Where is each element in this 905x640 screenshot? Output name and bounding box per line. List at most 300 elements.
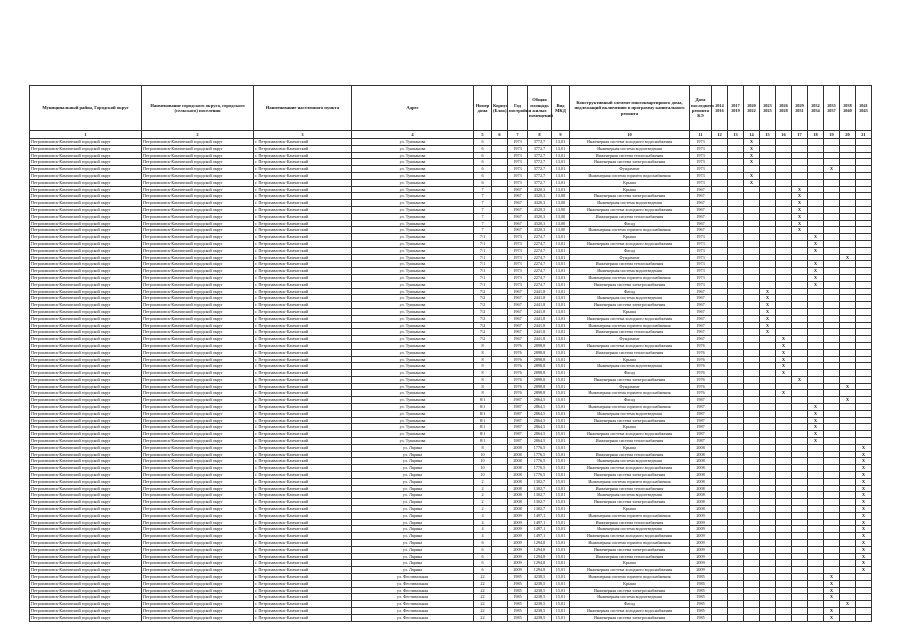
cell-period-mark — [808, 458, 824, 465]
cell-street: ул. Ларина — [352, 444, 474, 451]
cell-period-mark — [840, 234, 856, 241]
cell-last-repair: 2009 — [690, 533, 712, 540]
cell-work: Инженерная система теплоснабжения — [570, 152, 690, 159]
cell-period-mark — [776, 315, 792, 322]
cell-street: ул. Тушканова — [352, 288, 474, 295]
cell-block — [492, 166, 508, 173]
col-last-repair: Дата последнего ремонта КЭ — [690, 86, 712, 131]
cell-period-mark — [856, 166, 872, 173]
cell-period-mark — [744, 444, 760, 451]
cell-period-mark — [712, 329, 728, 336]
cell-period-mark — [840, 240, 856, 247]
cell-period-mark — [712, 472, 728, 479]
cell-house: 8/1 — [474, 404, 492, 411]
cell-period-mark — [712, 295, 728, 302]
cell-period-mark — [840, 363, 856, 370]
cell-period-mark — [728, 288, 744, 295]
cell-settlement: Петропавловск-Камчатский городской округ — [142, 438, 254, 445]
cell-type: 15,01 — [552, 404, 570, 411]
cell-block — [492, 390, 508, 397]
cell-work: Фундамент — [570, 383, 690, 390]
table-row — [30, 145, 872, 152]
cell-year: 1987 — [508, 404, 528, 411]
cell-period-mark — [840, 540, 856, 547]
cell-year: 1985 — [508, 601, 528, 608]
cell-last-repair: 1973 — [690, 159, 712, 166]
cell-area: 1776,5 — [528, 444, 552, 451]
cell-period-mark — [824, 349, 840, 356]
cell-last-repair: 1973 — [690, 172, 712, 179]
cell-period-mark — [824, 336, 840, 343]
cell-period-mark — [744, 308, 760, 315]
cell-house: 22 — [474, 574, 492, 581]
cell-period-mark: X — [760, 322, 776, 329]
cell-period-mark — [712, 342, 728, 349]
cell-period-mark — [744, 417, 760, 424]
cell-period-mark — [792, 526, 808, 533]
cell-year: 1985 — [508, 594, 528, 601]
cell-street: ул. Фестивальная — [352, 574, 474, 581]
cell-period-mark — [856, 329, 872, 336]
cell-block — [492, 574, 508, 581]
cell-period-mark — [824, 390, 840, 397]
cell-period-mark — [760, 356, 776, 363]
cell-period-mark — [808, 451, 824, 458]
cell-type: 13,01 — [552, 145, 570, 152]
cell-period-mark — [792, 247, 808, 254]
cell-block — [492, 200, 508, 207]
cell-block — [492, 213, 508, 220]
cell-period-mark — [840, 512, 856, 519]
cell-work: Инженерная система холодного водоснабжения — [570, 315, 690, 322]
cell-period-mark — [776, 478, 792, 485]
cell-year: 2009 — [508, 533, 528, 540]
cell-period-mark — [712, 444, 728, 451]
cell-area: 2274,7 — [528, 268, 552, 275]
col-period: 2026 2028 — [776, 86, 792, 131]
cell-area: 2898,8 — [528, 376, 552, 383]
cell-work: Инженерная система горячего водоснабжения — [570, 322, 690, 329]
cell-period-mark — [808, 342, 824, 349]
cell-block — [492, 206, 508, 213]
cell-last-repair: 1976 — [690, 356, 712, 363]
cell-locality: г. Петропавловск-Камчатский — [254, 607, 352, 614]
cell-period-mark — [728, 179, 744, 186]
cell-period-mark — [840, 444, 856, 451]
cell-period-mark — [792, 370, 808, 377]
cell-year: 1967 — [508, 302, 528, 309]
cell-settlement: Петропавловск-Камчатский городской округ — [142, 356, 254, 363]
cell-area: 1776,5 — [528, 451, 552, 458]
cell-street: ул. Тушканова — [352, 431, 474, 438]
cell-work: Инженерная система водоотведения — [570, 268, 690, 275]
cell-period-mark — [808, 465, 824, 472]
cell-period-mark — [856, 240, 872, 247]
cell-period-mark — [760, 200, 776, 207]
cell-locality: г. Петропавловск-Камчатский — [254, 336, 352, 343]
cell-house: 2 — [474, 499, 492, 506]
cell-district: Петропавловск-Камчатский городской округ — [30, 594, 142, 601]
cell-year: 1987 — [508, 417, 528, 424]
cell-house: 7/1 — [474, 240, 492, 247]
cell-year: 1976 — [508, 370, 528, 377]
cell-period-mark: X — [856, 519, 872, 526]
col-locality: Наименование населенного пункта — [254, 86, 352, 131]
cell-period-mark — [776, 288, 792, 295]
cell-area: 1497,1 — [528, 519, 552, 526]
cell-area: 1497,1 — [528, 526, 552, 533]
cell-period-mark — [776, 186, 792, 193]
cell-street: ул. Тушканова — [352, 268, 474, 275]
cell-period-mark — [808, 200, 824, 207]
cell-period-mark — [776, 417, 792, 424]
cell-work: Инженерная система холодного водоснабжения — [570, 240, 690, 247]
cell-period-mark — [760, 274, 776, 281]
cell-period-mark — [840, 336, 856, 343]
cell-locality: г. Петропавловск-Камчатский — [254, 213, 352, 220]
cell-period-mark — [824, 145, 840, 152]
cell-period-mark — [824, 186, 840, 193]
cell-year: 2009 — [508, 560, 528, 567]
cell-settlement: Петропавловск-Камчатский городской округ — [142, 159, 254, 166]
cell-period-mark — [712, 240, 728, 247]
cell-period-mark — [744, 465, 760, 472]
cell-period-mark — [808, 546, 824, 553]
cell-last-repair: 1985 — [690, 580, 712, 587]
col-settlement: Наименование городского округа, городского (сельского) поселения — [142, 86, 254, 131]
cell-house: 6 — [474, 139, 492, 146]
cell-street: ул. Ларина — [352, 533, 474, 540]
cell-area: 3772,7 — [528, 145, 552, 152]
cell-type: 15,01 — [552, 431, 570, 438]
cell-period-mark — [744, 193, 760, 200]
cell-type: 13,01 — [552, 254, 570, 261]
col-district: Муниципальный район, Городской округ — [30, 86, 142, 131]
cell-period-mark — [712, 376, 728, 383]
cell-last-repair: 2008 — [690, 492, 712, 499]
cell-street: ул. Ларина — [352, 506, 474, 513]
cell-settlement: Петропавловск-Камчатский городской округ — [142, 519, 254, 526]
cell-period-mark — [856, 438, 872, 445]
cell-period-mark — [712, 206, 728, 213]
cell-period-mark — [856, 295, 872, 302]
cell-period-mark — [792, 553, 808, 560]
cell-block — [492, 322, 508, 329]
cell-house: 8 — [474, 363, 492, 370]
cell-period-mark — [760, 458, 776, 465]
table-row — [30, 268, 872, 275]
cell-area: 4238,5 — [528, 580, 552, 587]
cell-type: 13,01 — [552, 186, 570, 193]
cell-year: 1973 — [508, 274, 528, 281]
cell-work: Инженерная система горячего водоснабжения — [570, 574, 690, 581]
cell-settlement: Петропавловск-Камчатский городской округ — [142, 431, 254, 438]
cell-house: 7 — [474, 227, 492, 234]
cell-work: Инженерная система теплоснабжения — [570, 451, 690, 458]
cell-period-mark — [712, 281, 728, 288]
cell-period-mark — [792, 152, 808, 159]
cell-street: ул. Фестивальная — [352, 580, 474, 587]
cell-period-mark — [792, 546, 808, 553]
cell-type: 15,01 — [552, 451, 570, 458]
cell-year: 1976 — [508, 356, 528, 363]
cell-period-mark — [840, 376, 856, 383]
cell-period-mark — [728, 607, 744, 614]
cell-type: 15,01 — [552, 376, 570, 383]
cell-period-mark — [856, 383, 872, 390]
cell-period-mark — [792, 315, 808, 322]
cell-settlement: Петропавловск-Камчатский городской округ — [142, 485, 254, 492]
cell-work: Крыша — [570, 186, 690, 193]
cell-block — [492, 553, 508, 560]
cell-block — [492, 438, 508, 445]
cell-house: 8/1 — [474, 397, 492, 404]
cell-settlement: Петропавловск-Камчатский городской округ — [142, 281, 254, 288]
cell-period-mark — [840, 152, 856, 159]
cell-period-mark — [776, 159, 792, 166]
cell-period-mark — [808, 186, 824, 193]
cell-locality: г. Петропавловск-Камчатский — [254, 288, 352, 295]
cell-work: Инженерная система теплоснабжения — [570, 213, 690, 220]
cell-area: 1302,7 — [528, 485, 552, 492]
cell-period-mark — [744, 410, 760, 417]
cell-period-mark: X — [744, 152, 760, 159]
cell-period-mark — [712, 179, 728, 186]
cell-locality: г. Петропавловск-Камчатский — [254, 200, 352, 207]
cell-period-mark — [840, 404, 856, 411]
cell-street: ул. Тушканова — [352, 390, 474, 397]
cell-settlement: Петропавловск-Камчатский городской округ — [142, 268, 254, 275]
cell-district: Петропавловск-Камчатский городской округ — [30, 220, 142, 227]
cell-period-mark — [792, 383, 808, 390]
cell-period-mark: X — [856, 458, 872, 465]
cell-period-mark — [728, 281, 744, 288]
cell-period-mark — [712, 254, 728, 261]
cell-period-mark: X — [856, 451, 872, 458]
cell-period-mark — [776, 268, 792, 275]
cell-locality: г. Петропавловск-Камчатский — [254, 268, 352, 275]
cell-period-mark — [792, 322, 808, 329]
cell-type: 15,01 — [552, 363, 570, 370]
cell-work: Крыша — [570, 506, 690, 513]
cell-work: Фасад — [570, 247, 690, 254]
cell-period-mark — [760, 580, 776, 587]
cell-district: Петропавловск-Камчатский городской округ — [30, 553, 142, 560]
cell-last-repair: 1967 — [690, 206, 712, 213]
cell-work: Инженерная система холодного водоснабжения — [570, 139, 690, 146]
cell-type: 15,01 — [552, 438, 570, 445]
cell-period-mark: X — [856, 567, 872, 574]
cell-period-mark — [808, 336, 824, 343]
cell-period-mark: X — [760, 315, 776, 322]
cell-block — [492, 356, 508, 363]
cell-last-repair: 1967 — [690, 302, 712, 309]
cell-area: 2441,8 — [528, 322, 552, 329]
cell-type: 13,01 — [552, 152, 570, 159]
cell-period-mark — [776, 281, 792, 288]
cell-block — [492, 512, 508, 519]
cell-area: 3772,7 — [528, 152, 552, 159]
cell-year: 1976 — [508, 363, 528, 370]
cell-period-mark — [808, 601, 824, 608]
cell-locality: г. Петропавловск-Камчатский — [254, 261, 352, 268]
cell-period-mark — [728, 376, 744, 383]
cell-last-repair: 1967 — [690, 186, 712, 193]
cell-period-mark — [728, 404, 744, 411]
table-row — [30, 349, 872, 356]
cell-type: 13,01 — [552, 234, 570, 241]
cell-period-mark: X — [808, 417, 824, 424]
cell-year: 1976 — [508, 342, 528, 349]
cell-work: Инженерная система электроснабжения — [570, 499, 690, 506]
cell-block — [492, 472, 508, 479]
cell-period-mark — [712, 560, 728, 567]
table-row — [30, 444, 872, 451]
cell-block — [492, 247, 508, 254]
cell-period-mark — [744, 512, 760, 519]
cell-year: 2008 — [508, 499, 528, 506]
cell-period-mark — [760, 213, 776, 220]
cell-house: 7 — [474, 206, 492, 213]
cell-period-mark: X — [776, 363, 792, 370]
cell-period-mark — [760, 370, 776, 377]
table-row — [30, 574, 872, 581]
cell-district: Петропавловск-Камчатский городской округ — [30, 363, 142, 370]
cell-house: 8/1 — [474, 417, 492, 424]
cell-block — [492, 506, 508, 513]
cell-district: Петропавловск-Камчатский городской округ — [30, 546, 142, 553]
cell-period-mark — [792, 145, 808, 152]
cell-year: 1985 — [508, 614, 528, 621]
cell-house: 22 — [474, 601, 492, 608]
cell-period-mark — [840, 485, 856, 492]
cell-last-repair: 1973 — [690, 281, 712, 288]
cell-district: Петропавловск-Камчатский городской округ — [30, 492, 142, 499]
cell-period-mark — [792, 410, 808, 417]
col-year-built: Год постройки — [508, 86, 528, 131]
cell-locality: г. Петропавловск-Камчатский — [254, 370, 352, 377]
cell-period-mark — [792, 356, 808, 363]
cell-period-mark — [760, 444, 776, 451]
cell-period-mark — [776, 553, 792, 560]
cell-locality: г. Петропавловск-Камчатский — [254, 417, 352, 424]
cell-street: ул. Тушканова — [352, 322, 474, 329]
table-row — [30, 397, 872, 404]
cell-period-mark — [760, 240, 776, 247]
cell-last-repair: 1987 — [690, 417, 712, 424]
cell-period-mark — [792, 390, 808, 397]
cell-work: Инженерная система водоотведения — [570, 295, 690, 302]
cell-period-mark — [840, 172, 856, 179]
cell-period-mark — [792, 601, 808, 608]
cell-period-mark — [856, 234, 872, 241]
cell-period-mark — [824, 410, 840, 417]
cell-period-mark — [728, 139, 744, 146]
cell-district: Петропавловск-Камчатский городской округ — [30, 410, 142, 417]
cell-house: 8 — [474, 444, 492, 451]
cell-period-mark — [760, 166, 776, 173]
cell-last-repair: 1967 — [690, 329, 712, 336]
cell-type: 13,01 — [552, 261, 570, 268]
cell-period-mark — [744, 431, 760, 438]
cell-locality: г. Петропавловск-Камчатский — [254, 254, 352, 261]
cell-period-mark: X — [824, 587, 840, 594]
cell-street: ул. Ларина — [352, 526, 474, 533]
cell-street: ул. Тушканова — [352, 172, 474, 179]
table-row — [30, 567, 872, 574]
table-row — [30, 213, 872, 220]
cell-period-mark — [840, 506, 856, 513]
cell-period-mark — [728, 356, 744, 363]
cell-locality: г. Петропавловск-Камчатский — [254, 363, 352, 370]
cell-period-mark — [712, 152, 728, 159]
cell-block — [492, 485, 508, 492]
cell-year: 2009 — [508, 553, 528, 560]
cell-period-mark — [824, 308, 840, 315]
cell-area: 4320,3 — [528, 206, 552, 213]
cell-period-mark — [760, 546, 776, 553]
cell-street: ул. Тушканова — [352, 220, 474, 227]
cell-period-mark — [744, 390, 760, 397]
cell-area: 2274,7 — [528, 240, 552, 247]
col-period: 2017 2019 — [728, 86, 744, 131]
cell-period-mark: X — [808, 274, 824, 281]
col-house: Номер дома — [474, 86, 492, 131]
cell-street: ул. Ларина — [352, 485, 474, 492]
cell-settlement: Петропавловск-Камчатский городской округ — [142, 567, 254, 574]
cell-year: 1973 — [508, 281, 528, 288]
cell-area: 1294,8 — [528, 546, 552, 553]
cell-type: 13,01 — [552, 179, 570, 186]
cell-house: 22 — [474, 614, 492, 621]
cell-year: 2008 — [508, 478, 528, 485]
cell-settlement: Петропавловск-Камчатский городской округ — [142, 397, 254, 404]
cell-street: ул. Тушканова — [352, 139, 474, 146]
cell-period-mark — [712, 424, 728, 431]
cell-period-mark — [792, 499, 808, 506]
cell-settlement: Петропавловск-Камчатский городской округ — [142, 247, 254, 254]
cell-period-mark — [744, 601, 760, 608]
table-row — [30, 499, 872, 506]
col-period: 2029 2031 — [792, 86, 808, 131]
cell-area: 1302,7 — [528, 492, 552, 499]
cell-last-repair: 1987 — [690, 410, 712, 417]
cell-period-mark — [712, 220, 728, 227]
cell-work: Инженерная система холодного водоснабжения — [570, 431, 690, 438]
cell-period-mark — [856, 206, 872, 213]
cell-locality: г. Петропавловск-Камчатский — [254, 342, 352, 349]
cell-period-mark — [744, 206, 760, 213]
cell-block — [492, 336, 508, 343]
table-row — [30, 200, 872, 207]
cell-period-mark — [744, 254, 760, 261]
cell-period-mark — [792, 397, 808, 404]
cell-house: 22 — [474, 580, 492, 587]
cell-locality: г. Петропавловск-Камчатский — [254, 506, 352, 513]
cell-period-mark — [824, 288, 840, 295]
cell-period-mark: X — [824, 614, 840, 621]
cell-locality: г. Петропавловск-Камчатский — [254, 397, 352, 404]
cell-period-mark — [712, 383, 728, 390]
cell-district: Петропавловск-Камчатский городской округ — [30, 159, 142, 166]
cell-type: 15,01 — [552, 574, 570, 581]
cell-type: 15,01 — [552, 485, 570, 492]
cell-period-mark — [824, 152, 840, 159]
cell-period-mark — [792, 240, 808, 247]
cell-period-mark — [792, 417, 808, 424]
cell-period-mark — [824, 281, 840, 288]
cell-house: 4 — [474, 533, 492, 540]
